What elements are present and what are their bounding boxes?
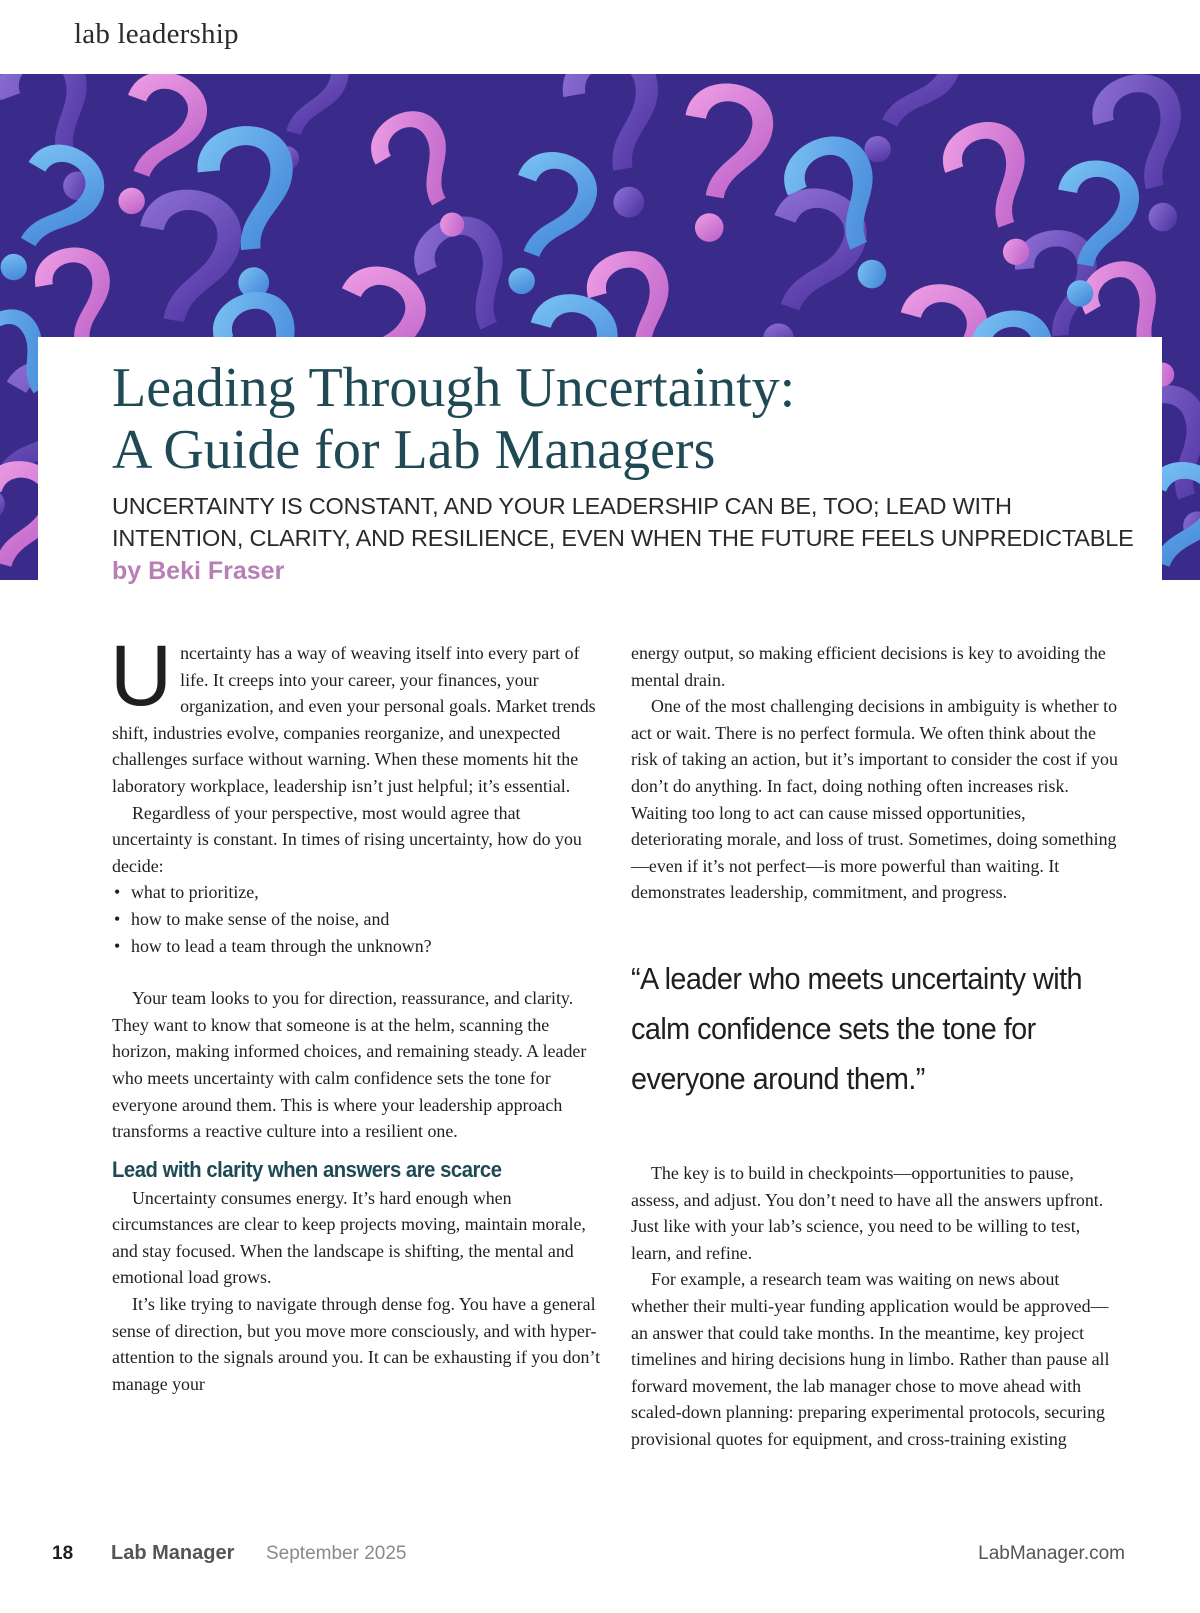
issue-date: September 2025 [266, 1543, 407, 1564]
deck-line-1: UNCERTAINTY IS CONSTANT, AND YOUR LEADERSHIP CAN BE, TOO; LEAD WITH [112, 493, 1012, 519]
bullet-item: • what to prioritize, [112, 879, 602, 906]
paragraph-7: One of the most challenging decisions in ambiguity is whether to act or wait. There is no perfect formula. We often think about the risk of taking an action, but it’s important to consider the cost if you don’t do anything. In fact, doing nothing often increases risk. Waiting too long to act can cause missed opportunities, deteriorating morale, and loss of trust. Sometimes, doing something—even if it’s not perfect—is more powerful than waiting. It demonstrates leadership, commitment, and progress. [631, 696, 1118, 903]
column-right [631, 640, 1121, 1452]
paragraph-3: Your team looks to you for direction, reassurance, and clarity. They want to know that someone is at the helm, scanning the horizon, making informed choices, and remaining steady. A leader who meets uncertainty with calm confidence sets the tone for everyone around them. This is where your leadership approach transforms a reactive culture into a resilient one. [112, 988, 587, 1142]
deck-line-2: INTENTION, CLARITY, AND RESILIENCE, EVEN WHEN THE FUTURE FEELS UNPREDICTABLE [112, 525, 1134, 551]
column-left [110, 628, 602, 1397]
title-line-2: A Guide for Lab Managers [112, 419, 716, 481]
paragraph-8: The key is to build in checkpoints—opportunities to pause, assess, and adjust. You don’t need to have all the answers upfront. Just like with your lab’s science, you need to be willing to test, learn, and refine. [631, 1162, 1104, 1263]
subhead: Lead with clarity when answers are scarce [112, 1156, 502, 1182]
pull-quote: “A leader who meets uncertainty with calm confidence sets the tone for everyone around them.” [631, 960, 1083, 1096]
magazine-name: Lab Manager [111, 1542, 235, 1564]
title-line-1: Leading Through Uncertainty: [112, 357, 796, 419]
spacer [112, 959, 602, 985]
drop-cap: U [110, 628, 173, 724]
paragraph-2: Regardless of your perspective, most would agree that uncertainty is constant. In times of rising uncertainty, how do you decide: [112, 802, 582, 876]
paragraph-1-text: ncertainty has a way of weaving itself into every part of life. It creeps into your career, your finances, your organization, and even your personal goals. Market trends shift, industries evolve, companies reorganize, and unexpected challenges surface without warning. When these moments hit the laboratory workplace, leadership isn’t just helpful; it’s essential. [112, 643, 596, 796]
page-number: 18 [52, 1543, 74, 1564]
byline: by Beki Fraser [112, 557, 285, 585]
paragraph-9: For example, a research team was waiting on news about whether their multi-year funding application would be approved—an answer that could take months. In the meantime, key project timelines and hiring decisions hung in limbo. Rather than pause all forward movement, the lab manager chose to move ahead with scaled-down planning: preparing experimental protocols, securing provisional quotes for equipment, and cross-training existing [631, 1269, 1110, 1449]
article-deck [112, 490, 1152, 554]
bullet-list [112, 879, 602, 959]
paragraph-5: It’s like trying to navigate through dense fog. You have a general sense of direction, but you move more consciously, and with hyper-attention to the signals around you. It can be exhausting if you don’t manage your [112, 1294, 601, 1394]
section-label: lab leadership [74, 18, 239, 50]
bullet-item: • how to make sense of the noise, and [112, 906, 602, 933]
website: LabManager.com [978, 1543, 1125, 1564]
paragraph-1 [110, 628, 602, 800]
bullet-item: • how to lead a team through the unknown? [112, 933, 602, 960]
paragraph-4: Uncertainty consumes energy. It’s hard enough when circumstances are clear to keep projects moving, maintain morale, and stay focused. When the landscape is shifting, the mental and emotional load grows. [112, 1187, 586, 1288]
article-title [112, 357, 795, 481]
paragraph-6: energy output, so making efficient decisions is key to avoiding the mental drain. [631, 643, 1106, 690]
